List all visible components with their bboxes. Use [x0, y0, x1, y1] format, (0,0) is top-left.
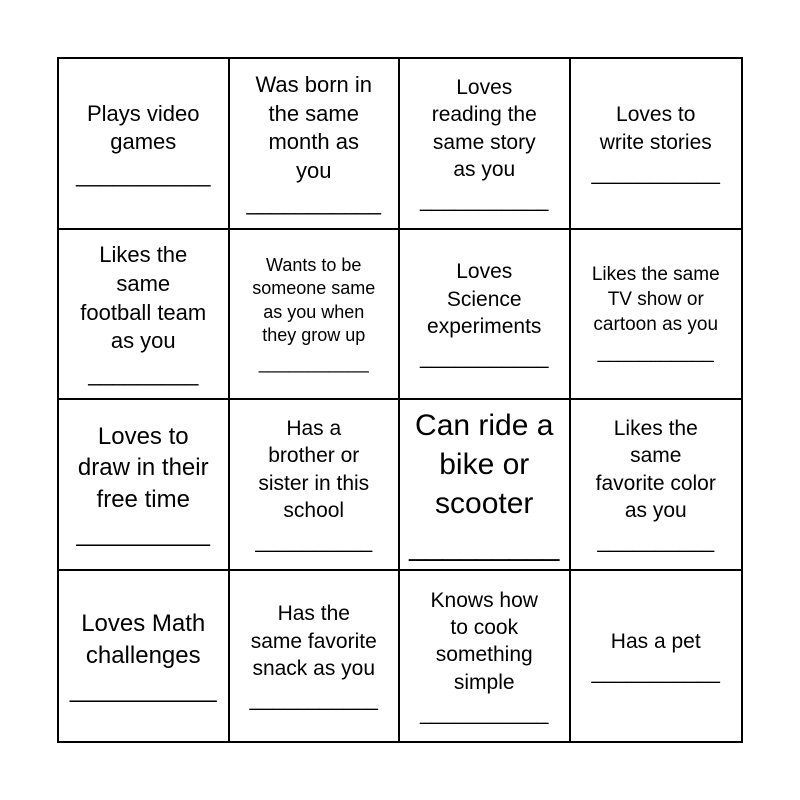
signature-line[interactable]: ___________ [420, 189, 549, 213]
bingo-cell[interactable] [571, 59, 742, 230]
bingo-cell[interactable] [230, 400, 401, 571]
bingo-cell-text: Has the same favorite snack as you [250, 602, 377, 680]
signature-line[interactable]: ___________ [258, 352, 369, 373]
signature-line[interactable]: ___________ [246, 190, 382, 216]
signature-line[interactable]: _________ [88, 360, 199, 386]
signature-line[interactable]: ___________ [591, 660, 720, 684]
signature-line[interactable]: __________ [255, 530, 373, 554]
bingo-cell-text: Likes the same football team as you [80, 242, 207, 354]
bingo-cell-text: Can ride a bike or scooter [415, 409, 554, 521]
bingo-board [57, 57, 743, 743]
signature-line[interactable]: __________ [597, 530, 715, 554]
bingo-cell-text: Likes the same TV show or cartoon as you [591, 264, 720, 335]
bingo-cell-text: Loves reading the same story as you [431, 76, 537, 181]
bingo-cell-text: Loves Math challenges [81, 610, 206, 669]
signature-line[interactable]: _________ [409, 529, 560, 563]
bingo-cell[interactable] [400, 400, 571, 571]
signature-line[interactable]: ___________ [75, 161, 211, 187]
bingo-cell[interactable] [230, 59, 401, 230]
bingo-cell-text: Has a pet [610, 629, 701, 653]
bingo-cell[interactable] [230, 230, 401, 401]
signature-line[interactable]: __________ [76, 519, 210, 547]
bingo-cell[interactable] [571, 230, 742, 401]
signature-line[interactable]: ___________ [249, 688, 378, 712]
bingo-cell[interactable] [59, 59, 230, 230]
bingo-cell-text: Likes the same favorite color as you [595, 417, 716, 522]
signature-line[interactable]: ___________ [69, 675, 217, 703]
bingo-cell[interactable] [571, 400, 742, 571]
bingo-cell[interactable] [59, 400, 230, 571]
bingo-cell[interactable] [59, 230, 230, 401]
bingo-cell-text: Loves to draw in their free time [77, 423, 209, 513]
bingo-cell[interactable] [400, 230, 571, 401]
bingo-cell-text: Knows how to cook something simple [430, 588, 538, 694]
bingo-cell-text: Plays video games [86, 100, 200, 155]
bingo-cell[interactable] [571, 571, 742, 742]
signature-line[interactable]: ___________ [597, 342, 714, 364]
bingo-cell[interactable] [400, 571, 571, 742]
bingo-cell-text: Has a brother or sister in this school [258, 417, 370, 522]
bingo-cell[interactable] [230, 571, 401, 742]
signature-line[interactable]: ___________ [591, 162, 720, 185]
bingo-cell-text: Was born in the same month as you [255, 71, 373, 183]
bingo-cell-text: Loves Science experiments [427, 260, 542, 338]
bingo-cell[interactable] [59, 571, 230, 742]
bingo-cell-text: Wants to be someone same as you when they grow up [252, 255, 376, 346]
signature-line[interactable]: ___________ [420, 701, 549, 725]
signature-line[interactable]: ___________ [420, 346, 549, 370]
bingo-cell-text: Loves to write stories [599, 103, 712, 154]
bingo-cell[interactable] [400, 59, 571, 230]
